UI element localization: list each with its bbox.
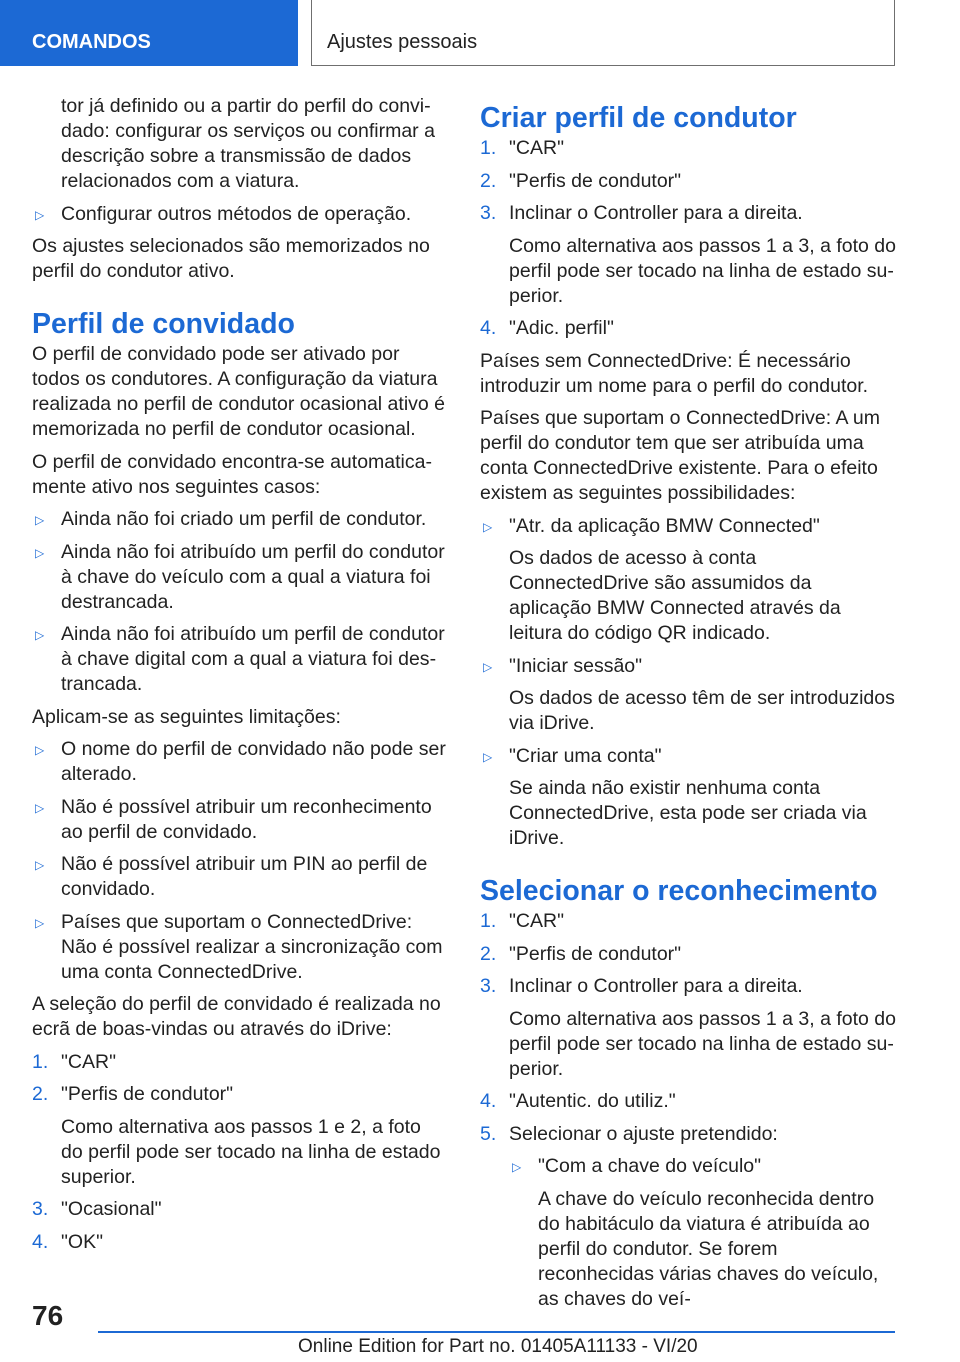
page-number: 76 bbox=[32, 1300, 64, 1331]
item-note: Se ainda não existir nenhuma conta ConnectedDrive, esta pode ser criada via iDrive. bbox=[509, 777, 867, 849]
list-item: ▷ "Atr. da aplicação BMW Connected" bbox=[480, 514, 898, 539]
list-item: ▷ Ainda não foi atribuído um perfil de condutor à chave digital com a qual a viatura foi destrancada. bbox=[35, 623, 445, 695]
paragraph: O perfil de convidado encontra-se automaticamente ativo nos seguintes casos: bbox=[32, 450, 432, 498]
triangle-bullet-icon: ▷ bbox=[483, 519, 493, 534]
step-item: 1. "CAR" bbox=[480, 910, 565, 932]
paragraph: Os ajustes selecionados são memorizados no perfil do condutor ativo. bbox=[32, 235, 430, 282]
triangle-bullet-icon: ▷ bbox=[35, 915, 45, 930]
step-item: 5. Selecionar o ajuste pretendido: bbox=[480, 1122, 778, 1145]
chapter-title-box bbox=[311, 0, 895, 66]
triangle-bullet-icon: ▷ bbox=[35, 207, 45, 222]
section-tab bbox=[0, 0, 298, 66]
step-note: Como alternativa aos passos 1 a 3, a foto do perfil pode ser tocado na linha de estado superior. bbox=[509, 1007, 896, 1080]
step-item: 4. "OK" bbox=[32, 1230, 104, 1253]
paragraph: O perfil de convidado pode ser ativado por todos os condutores. A configuração da viatura realizada no perfil de condutor ocasional ativo é memorizada no perfil de condutor ocasional. bbox=[32, 343, 446, 440]
paragraph: Países sem ConnectedDrive: É necessário introduzir um nome para o perfil do condutor. bbox=[480, 349, 869, 397]
triangle-bullet-icon: ▷ bbox=[35, 513, 45, 527]
step-number: 1. bbox=[480, 910, 497, 932]
left-column bbox=[32, 94, 446, 1262]
section-heading: Perfil de convidado bbox=[32, 308, 295, 340]
step-number: 3. bbox=[32, 1198, 49, 1220]
step-item: 2. "Perfis de condutor" bbox=[480, 169, 682, 192]
step-item: 2. "Perfis de condutor" bbox=[480, 942, 682, 965]
item-note: A chave do veículo reconhecida dentro do habitáculo da viatura é atribuída ao perfil do condutor. Se forem reconhecidas várias chaves do veículo, as chaves do veí- bbox=[538, 1187, 879, 1310]
step-item: 4. "Autentic. do utiliz." bbox=[480, 1090, 676, 1112]
triangle-bullet-icon: ▷ bbox=[483, 749, 493, 764]
list-item: ▷ Países que suportam o ConnectedDrive: Não é possível realizar a sincronização com uma conta ConnectedDrive. bbox=[35, 910, 443, 983]
paragraph: Países que suportam o ConnectedDrive: A um perfil do condutor tem que ser atribuída uma conta ConnectedDrive existente. Para o efeito existem as seguintes possibilidades: bbox=[480, 407, 880, 504]
step-number: 4. bbox=[480, 1090, 497, 1112]
step-item: 4. "Adic. perfil" bbox=[480, 317, 614, 339]
right-column bbox=[480, 94, 898, 1319]
list-item: ▷ O nome do perfil de convidado não pode ser alterado. bbox=[35, 738, 446, 785]
step-item: 1. "CAR" bbox=[480, 137, 565, 159]
step-number: 4. bbox=[32, 1230, 49, 1253]
step-item: 1. "CAR" bbox=[32, 1050, 117, 1073]
step-number: 1. bbox=[32, 1050, 49, 1073]
section-heading: Criar perfil de condutor bbox=[480, 102, 797, 134]
edition-note: Online Edition for Part no. 01405A11133 - VI/20 bbox=[298, 1336, 698, 1357]
step-number: 2. bbox=[32, 1083, 49, 1105]
step-note: Como alternativa aos passos 1 e 2, a foto do perfil pode ser tocado na linha de estado superior. bbox=[61, 1115, 441, 1188]
paragraph: A seleção do perfil de convidado é realizada no ecrã de boas-vindas ou através do iDrive: bbox=[32, 993, 441, 1040]
step-item: 2. "Perfis de condutor" bbox=[32, 1083, 234, 1105]
paragraph: Aplicam-se as seguintes limitações: bbox=[32, 705, 341, 728]
triangle-bullet-icon: ▷ bbox=[35, 800, 45, 815]
triangle-bullet-icon: ▷ bbox=[512, 1160, 522, 1174]
list-item: ▷ Não é possível atribuir um reconhecimento ao perfil de convidado. bbox=[35, 795, 432, 843]
step-number: 3. bbox=[480, 975, 497, 997]
step-number: 3. bbox=[480, 202, 497, 224]
triangle-bullet-icon: ▷ bbox=[35, 743, 45, 757]
list-item: ▷ Configurar outros métodos de operação. bbox=[32, 202, 446, 227]
step-number: 1. bbox=[480, 137, 497, 159]
triangle-bullet-icon: ▷ bbox=[35, 628, 45, 642]
item-note: Os dados de acesso à conta ConnectedDrive são assumidos da aplicação BMW Connected através da leitura do código QR indicado. bbox=[509, 547, 841, 644]
list-item: ▷ "Iniciar sessão" bbox=[480, 654, 898, 679]
list-item: ▷ Ainda não foi criado um perfil de condutor. bbox=[32, 507, 446, 532]
footer-divider bbox=[98, 1331, 895, 1333]
step-item: 3. "Ocasional" bbox=[32, 1198, 162, 1220]
list-item: ▷ "Criar uma conta" bbox=[480, 744, 898, 769]
list-item: ▷ "Com a chave do veículo" bbox=[509, 1154, 898, 1179]
step-number: 4. bbox=[480, 317, 497, 339]
list-item: ▷ Ainda não foi atribuído um perfil do condutor à chave do veículo com a qual a viatura foi destrancada. bbox=[35, 540, 445, 613]
step-number: 2. bbox=[480, 942, 497, 965]
step-note: Como alternativa aos passos 1 a 3, a foto do perfil pode ser tocado na linha de estado superior. bbox=[509, 234, 896, 307]
step-number: 5. bbox=[480, 1122, 497, 1145]
triangle-bullet-icon: ▷ bbox=[483, 659, 493, 674]
section-heading: Selecionar o reconhecimento bbox=[480, 875, 878, 907]
section-title: COMANDOS bbox=[32, 31, 151, 53]
intro-continuation: tor já definido ou a partir do perfil do convidado: configurar os serviços ou confirmar a descrição sobre a transmissão de dados relacionados com a viatura. bbox=[61, 95, 435, 192]
item-note: Os dados de acesso têm de ser introduzidos via iDrive. bbox=[509, 687, 895, 734]
list-item: ▷ Não é possível atribuir um PIN ao perfil de convidado. bbox=[35, 853, 428, 900]
step-item: 3. Inclinar o Controller para a direita. bbox=[480, 975, 803, 997]
step-item: 3. Inclinar o Controller para a direita. bbox=[480, 202, 803, 224]
step-number: 2. bbox=[480, 169, 497, 192]
chapter-title: Ajustes pessoais bbox=[327, 31, 478, 53]
triangle-bullet-icon: ▷ bbox=[35, 858, 45, 872]
triangle-bullet-icon: ▷ bbox=[35, 545, 45, 560]
